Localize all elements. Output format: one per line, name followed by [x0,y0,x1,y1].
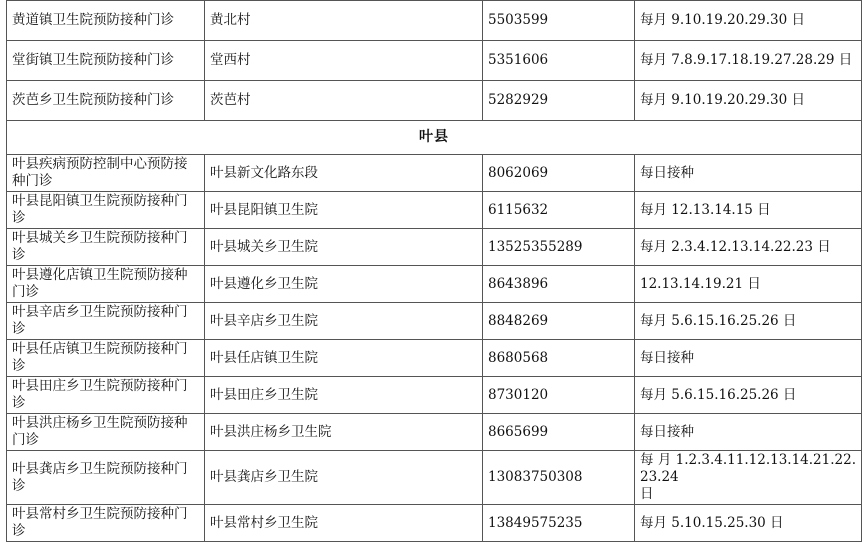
table-row [7,1,862,41]
clinic-phone-cell: 13525355289 [483,229,635,266]
clinic-address-cell: 叶县辛店乡卫生院 [205,303,483,340]
clinic-schedule-cell: 每日接种 [635,155,862,192]
clinic-name-cell: 叶县任店镇卫生院预防接种门诊 [7,340,205,377]
clinic-phone-cell: 5351606 [483,41,635,81]
vaccination-clinic-table [6,0,862,542]
clinic-address-cell: 叶县龚店乡卫生院 [205,451,483,505]
clinic-name-cell: 叶县遵化店镇卫生院预防接种门诊 [7,266,205,303]
clinic-address-cell: 堂西村 [205,41,483,81]
clinic-name-cell: 叶县田庄乡卫生院预防接种门诊 [7,377,205,414]
clinic-phone-cell: 6115632 [483,192,635,229]
table-row [7,340,862,377]
clinic-phone-cell: 13849575235 [483,505,635,542]
clinic-address-cell: 叶县昆阳镇卫生院 [205,192,483,229]
clinic-phone-cell: 13083750308 [483,451,635,505]
table-row [7,192,862,229]
clinic-phone-cell: 8680568 [483,340,635,377]
clinic-address-cell: 叶县常村乡卫生院 [205,505,483,542]
clinic-phone-cell: 5282929 [483,81,635,121]
clinic-name-cell: 叶县洪庄杨乡卫生院预防接种门诊 [7,414,205,451]
schedule-text: 每 月 1.2.3.4.11.12.13.14.21.22.23.24 [640,452,856,485]
clinic-name-cell: 叶县常村乡卫生院预防接种门诊 [7,505,205,542]
section-row [7,121,862,155]
clinic-schedule-cell: 每月 9.10.19.20.29.30 日 [635,81,862,121]
clinic-phone-cell: 8062069 [483,155,635,192]
table-row [7,266,862,303]
table-row [7,41,862,81]
clinic-schedule-cell: 每月 9.10.19.20.29.30 日 [635,1,862,41]
clinic-name-cell: 叶县昆阳镇卫生院预防接种门诊 [7,192,205,229]
clinic-address-cell: 叶县田庄乡卫生院 [205,377,483,414]
table-row [7,414,862,451]
clinic-phone-cell: 8848269 [483,303,635,340]
clinic-phone-cell: 8665699 [483,414,635,451]
clinic-address-cell: 叶县新文化路东段 [205,155,483,192]
table-row [7,505,862,542]
clinic-phone-cell: 8730120 [483,377,635,414]
clinic-phone-cell: 8643896 [483,266,635,303]
clinic-phone-cell: 5503599 [483,1,635,41]
table-row [7,303,862,340]
clinic-address-cell: 叶县洪庄杨乡卫生院 [205,414,483,451]
clinic-name-cell: 叶县辛店乡卫生院预防接种门诊 [7,303,205,340]
schedule-text-tail: 日 [640,486,654,502]
clinic-name-cell: 叶县龚店乡卫生院预防接种门诊 [7,451,205,505]
clinic-name-cell: 茨芭乡卫生院预防接种门诊 [7,81,205,121]
clinic-name-cell: 堂街镇卫生院预防接种门诊 [7,41,205,81]
clinic-schedule-cell: 每日接种 [635,414,862,451]
clinic-address-cell: 叶县遵化乡卫生院 [205,266,483,303]
section-heading: 叶县 [7,121,862,155]
table-row [7,377,862,414]
clinic-name-cell: 叶县疾病预防控制中心预防接种门诊 [7,155,205,192]
clinic-schedule-cell: 每月 12.13.14.15 日 [635,192,862,229]
clinic-schedule-cell: 每日接种 [635,340,862,377]
table-row [7,229,862,266]
clinic-name-cell: 黄道镇卫生院预防接种门诊 [7,1,205,41]
table-row [7,81,862,121]
clinic-name-cell: 叶县城关乡卫生院预防接种门诊 [7,229,205,266]
table-row [7,451,862,505]
clinic-schedule-cell: 每月 7.8.9.17.18.19.27.28.29 日 [635,41,862,81]
clinic-address-cell: 叶县任店镇卫生院 [205,340,483,377]
clinic-address-cell: 叶县城关乡卫生院 [205,229,483,266]
clinic-schedule-cell [635,451,862,505]
clinic-schedule-cell: 每月 5.6.15.16.25.26 日 [635,303,862,340]
clinic-schedule-cell: 12.13.14.19.21 日 [635,266,862,303]
clinic-schedule-cell: 每月 5.10.15.25.30 日 [635,505,862,542]
clinic-address-cell: 黄北村 [205,1,483,41]
clinic-schedule-cell: 每月 2.3.4.12.13.14.22.23 日 [635,229,862,266]
clinic-address-cell: 茨芭村 [205,81,483,121]
clinic-schedule-cell: 每月 5.6.15.16.25.26 日 [635,377,862,414]
table-row [7,155,862,192]
